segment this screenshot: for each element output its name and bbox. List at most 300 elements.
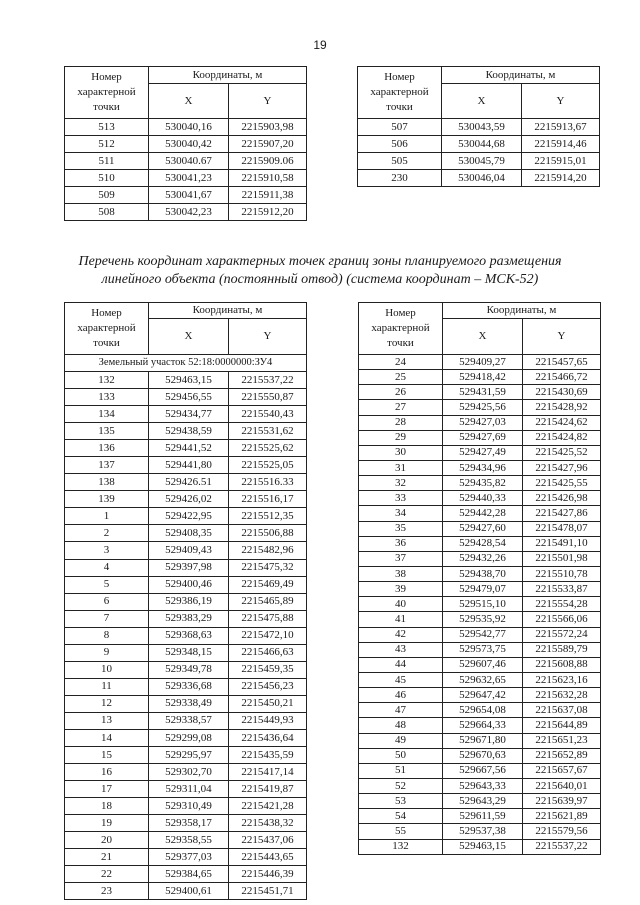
x-coordinate-cell: 529427,60	[443, 521, 523, 536]
x-coordinate-cell: 529397,98	[149, 559, 229, 576]
x-coordinate-cell: 529427,03	[443, 415, 523, 430]
y-coordinate-cell: 2215525,05	[229, 457, 307, 474]
table-row	[65, 661, 307, 678]
table-row	[65, 644, 307, 661]
table-row	[65, 678, 307, 695]
point-number-cell: 42	[359, 627, 443, 642]
y-coordinate-cell: 2215651,23	[523, 733, 601, 748]
header-point-number: Номер характерной точки	[358, 67, 442, 119]
title-line-1: Перечень координат характерных точек границ зоны планируемого размещения	[78, 254, 562, 269]
header-coordinates: Координаты, м	[442, 67, 600, 84]
x-coordinate-cell: 530040,42	[149, 136, 229, 153]
table-row	[359, 688, 601, 703]
x-coordinate-cell: 529535,92	[443, 612, 523, 627]
table-row	[359, 370, 601, 385]
point-number-cell: 10	[65, 661, 149, 678]
x-coordinate-cell: 529611,59	[443, 809, 523, 824]
y-coordinate-cell: 2215550,87	[229, 389, 307, 406]
point-number-cell: 49	[359, 733, 443, 748]
y-coordinate-cell: 2215915,01	[522, 153, 600, 170]
y-coordinate-cell: 2215443,65	[229, 849, 307, 866]
x-coordinate-cell: 529418,42	[443, 370, 523, 385]
x-coordinate-cell: 530046,04	[442, 170, 522, 187]
table-row	[359, 445, 601, 460]
y-coordinate-cell: 2215469,49	[229, 576, 307, 593]
y-coordinate-cell: 2215450,21	[229, 695, 307, 712]
x-coordinate-cell: 529400,46	[149, 576, 229, 593]
table-row	[359, 642, 601, 657]
point-number-cell: 23	[65, 883, 149, 900]
y-coordinate-cell: 2215435,59	[229, 747, 307, 764]
point-number-cell: 50	[359, 748, 443, 763]
table-row	[65, 153, 307, 170]
point-number-cell: 36	[359, 536, 443, 551]
table-row	[359, 355, 601, 370]
point-number-cell: 37	[359, 551, 443, 566]
y-coordinate-cell: 2215491,10	[523, 536, 601, 551]
table-row	[359, 536, 601, 551]
point-number-cell: 46	[359, 688, 443, 703]
table-row	[65, 559, 307, 576]
x-coordinate-cell: 529441,80	[149, 457, 229, 474]
x-coordinate-cell: 529425,56	[443, 400, 523, 415]
x-coordinate-cell: 529422,95	[149, 508, 229, 525]
point-number-cell: 508	[65, 204, 149, 221]
x-coordinate-cell: 529438,70	[443, 566, 523, 581]
point-number-cell: 28	[359, 415, 443, 430]
x-coordinate-cell: 529302,70	[149, 764, 229, 781]
point-number-cell: 24	[359, 355, 443, 370]
table-row	[358, 136, 600, 153]
table-row	[359, 794, 601, 809]
table-row	[65, 866, 307, 883]
header-x: X	[443, 319, 523, 355]
table-row	[65, 372, 307, 389]
point-number-cell: 3	[65, 542, 149, 559]
header-x: X	[442, 84, 522, 119]
point-number-cell: 35	[359, 521, 443, 536]
y-coordinate-cell: 2215566,06	[523, 612, 601, 627]
x-coordinate-cell: 529377,03	[149, 849, 229, 866]
header-y: Y	[523, 319, 601, 355]
y-coordinate-cell: 2215652,89	[523, 748, 601, 763]
point-number-cell: 16	[65, 764, 149, 781]
y-coordinate-cell: 2215533,87	[523, 582, 601, 597]
table-row	[65, 849, 307, 866]
table-row	[359, 582, 601, 597]
point-number-cell: 20	[65, 832, 149, 849]
point-number-cell: 21	[65, 849, 149, 866]
table-row	[358, 119, 600, 136]
x-coordinate-cell: 529349,78	[149, 661, 229, 678]
point-number-cell: 7	[65, 610, 149, 627]
point-number-cell: 1	[65, 508, 149, 525]
x-coordinate-cell: 529432,26	[443, 551, 523, 566]
y-coordinate-cell: 2215430,69	[523, 385, 601, 400]
table-row	[358, 170, 600, 187]
x-coordinate-cell: 529664,33	[443, 718, 523, 733]
y-coordinate-cell: 2215540,43	[229, 406, 307, 423]
point-number-cell: 47	[359, 703, 443, 718]
x-coordinate-cell: 530042,23	[149, 204, 229, 221]
point-number-cell: 513	[65, 119, 149, 136]
table-row	[65, 508, 307, 525]
table-row	[65, 695, 307, 712]
x-coordinate-cell: 529383,29	[149, 610, 229, 627]
x-coordinate-cell: 529438,59	[149, 423, 229, 440]
y-coordinate-cell: 2215907,20	[229, 136, 307, 153]
table-row	[65, 136, 307, 153]
point-number-cell: 5	[65, 576, 149, 593]
y-coordinate-cell: 2215456,23	[229, 678, 307, 695]
x-coordinate-cell: 529573,75	[443, 642, 523, 657]
y-coordinate-cell: 2215501,98	[523, 551, 601, 566]
point-number-cell: 134	[65, 406, 149, 423]
y-coordinate-cell: 2215417,14	[229, 764, 307, 781]
point-number-cell: 39	[359, 582, 443, 597]
x-coordinate-cell: 530041,67	[149, 187, 229, 204]
x-coordinate-cell: 529441,52	[149, 440, 229, 457]
y-coordinate-cell: 2215914,20	[522, 170, 600, 187]
point-number-cell: 9	[65, 644, 149, 661]
y-coordinate-cell: 2215639,97	[523, 794, 601, 809]
y-coordinate-cell: 2215914,46	[522, 136, 600, 153]
point-number-cell: 14	[65, 729, 149, 746]
x-coordinate-cell: 530045,79	[442, 153, 522, 170]
y-coordinate-cell: 2215640,01	[523, 778, 601, 793]
point-number-cell: 509	[65, 187, 149, 204]
table-row	[359, 672, 601, 687]
x-coordinate-cell: 529456,55	[149, 389, 229, 406]
x-coordinate-cell: 529384,65	[149, 866, 229, 883]
table-row	[65, 491, 307, 508]
point-number-cell: 11	[65, 678, 149, 695]
table-row	[65, 764, 307, 781]
point-number-cell: 29	[359, 430, 443, 445]
x-coordinate-cell: 530040,16	[149, 119, 229, 136]
point-number-cell: 51	[359, 763, 443, 778]
table-row	[359, 733, 601, 748]
x-coordinate-cell: 529336,68	[149, 678, 229, 695]
header-y: Y	[522, 84, 600, 119]
y-coordinate-cell: 2215426,98	[523, 491, 601, 506]
point-number-cell: 8	[65, 627, 149, 644]
x-coordinate-cell: 529434,96	[443, 460, 523, 475]
point-number-cell: 53	[359, 794, 443, 809]
table-row	[65, 525, 307, 542]
point-number-cell: 55	[359, 824, 443, 839]
table-row	[65, 187, 307, 204]
x-coordinate-cell: 529338,49	[149, 695, 229, 712]
x-coordinate-cell: 529427,49	[443, 445, 523, 460]
y-coordinate-cell: 2215911,38	[229, 187, 307, 204]
y-coordinate-cell: 2215912,20	[229, 204, 307, 221]
table-row	[65, 781, 307, 798]
header-x: X	[149, 84, 229, 119]
table-row	[65, 423, 307, 440]
y-coordinate-cell: 2215438,32	[229, 815, 307, 832]
y-coordinate-cell: 2215608,88	[523, 657, 601, 672]
point-number-cell: 4	[65, 559, 149, 576]
point-number-cell: 26	[359, 385, 443, 400]
table-row	[65, 457, 307, 474]
coordinates-table-top-right	[357, 66, 600, 187]
y-coordinate-cell: 2215637,08	[523, 703, 601, 718]
point-number-cell: 136	[65, 440, 149, 457]
y-coordinate-cell: 2215516,17	[229, 491, 307, 508]
table-row	[359, 763, 601, 778]
x-coordinate-cell: 529400,61	[149, 883, 229, 900]
table-row	[65, 712, 307, 729]
point-number-cell: 506	[358, 136, 442, 153]
point-number-cell: 22	[65, 866, 149, 883]
table-row	[65, 627, 307, 644]
table-row	[358, 153, 600, 170]
y-coordinate-cell: 2215424,62	[523, 415, 601, 430]
x-coordinate-cell: 529654,08	[443, 703, 523, 718]
table-row	[359, 824, 601, 839]
y-coordinate-cell: 2215913,67	[522, 119, 600, 136]
y-coordinate-cell: 2215537,22	[523, 839, 601, 854]
y-coordinate-cell: 2215436,64	[229, 729, 307, 746]
y-coordinate-cell: 2215478,07	[523, 521, 601, 536]
table-row	[65, 815, 307, 832]
point-number-cell: 6	[65, 593, 149, 610]
table-row	[65, 204, 307, 221]
y-coordinate-cell: 2215554,28	[523, 597, 601, 612]
header-y: Y	[229, 84, 307, 119]
header-y: Y	[229, 319, 307, 355]
point-number-cell: 43	[359, 642, 443, 657]
point-number-cell: 510	[65, 170, 149, 187]
x-coordinate-cell: 529463,15	[149, 372, 229, 389]
point-number-cell: 505	[358, 153, 442, 170]
x-coordinate-cell: 529671,80	[443, 733, 523, 748]
y-coordinate-cell: 2215909.06	[229, 153, 307, 170]
land-plot-row: Земельный участок 52:18:0000000:ЗУ4	[65, 355, 307, 372]
x-coordinate-cell: 529607,46	[443, 657, 523, 672]
y-coordinate-cell: 2215623,16	[523, 672, 601, 687]
y-coordinate-cell: 2215621,89	[523, 809, 601, 824]
table-row	[359, 597, 601, 612]
table-row	[65, 119, 307, 136]
y-coordinate-cell: 2215425,52	[523, 445, 601, 460]
y-coordinate-cell: 2215466,72	[523, 370, 601, 385]
x-coordinate-cell: 529670,63	[443, 748, 523, 763]
header-coordinates: Координаты, м	[149, 303, 307, 319]
y-coordinate-cell: 2215632,28	[523, 688, 601, 703]
x-coordinate-cell: 529310,49	[149, 798, 229, 815]
point-number-cell: 139	[65, 491, 149, 508]
table-row	[359, 566, 601, 581]
x-coordinate-cell: 529431,59	[443, 385, 523, 400]
table-row	[65, 747, 307, 764]
point-number-cell: 132	[65, 372, 149, 389]
table-row	[359, 612, 601, 627]
coordinates-table-top-left	[64, 66, 307, 221]
x-coordinate-cell: 529647,42	[443, 688, 523, 703]
x-coordinate-cell: 529338,57	[149, 712, 229, 729]
point-number-cell: 17	[65, 781, 149, 798]
y-coordinate-cell: 2215437,06	[229, 832, 307, 849]
table-row	[359, 703, 601, 718]
table-row	[359, 748, 601, 763]
x-coordinate-cell: 529463,15	[443, 839, 523, 854]
y-coordinate-cell: 2215482,96	[229, 542, 307, 559]
table-row	[65, 389, 307, 406]
point-number-cell: 34	[359, 506, 443, 521]
coordinates-table-bottom-right	[358, 302, 601, 855]
x-coordinate-cell: 529311,04	[149, 781, 229, 798]
y-coordinate-cell: 2215910,58	[229, 170, 307, 187]
y-coordinate-cell: 2215421,28	[229, 798, 307, 815]
point-number-cell: 15	[65, 747, 149, 764]
y-coordinate-cell: 2215446,39	[229, 866, 307, 883]
point-number-cell: 54	[359, 809, 443, 824]
table-row	[359, 521, 601, 536]
point-number-cell: 30	[359, 445, 443, 460]
x-coordinate-cell: 530041,23	[149, 170, 229, 187]
y-coordinate-cell: 2215449,93	[229, 712, 307, 729]
point-number-cell: 31	[359, 460, 443, 475]
y-coordinate-cell: 2215657,67	[523, 763, 601, 778]
y-coordinate-cell: 2215459,35	[229, 661, 307, 678]
point-number-cell: 25	[359, 370, 443, 385]
table-row	[359, 778, 601, 793]
x-coordinate-cell: 530044,68	[442, 136, 522, 153]
x-coordinate-cell: 529537,38	[443, 824, 523, 839]
x-coordinate-cell: 529299,08	[149, 729, 229, 746]
x-coordinate-cell: 529358,17	[149, 815, 229, 832]
y-coordinate-cell: 2215472,10	[229, 627, 307, 644]
y-coordinate-cell: 2215510,78	[523, 566, 601, 581]
x-coordinate-cell: 529428,54	[443, 536, 523, 551]
x-coordinate-cell: 529408,35	[149, 525, 229, 542]
y-coordinate-cell: 2215525,62	[229, 440, 307, 457]
point-number-cell: 511	[65, 153, 149, 170]
y-coordinate-cell: 2215475,88	[229, 610, 307, 627]
table-row	[359, 809, 601, 824]
x-coordinate-cell: 529667,56	[443, 763, 523, 778]
y-coordinate-cell: 2215516.33	[229, 474, 307, 491]
point-number-cell: 18	[65, 798, 149, 815]
y-coordinate-cell: 2215903,98	[229, 119, 307, 136]
table-row	[65, 406, 307, 423]
point-number-cell: 33	[359, 491, 443, 506]
y-coordinate-cell: 2215465,89	[229, 593, 307, 610]
y-coordinate-cell: 2215572,24	[523, 627, 601, 642]
table-row	[65, 798, 307, 815]
x-coordinate-cell: 530043,59	[442, 119, 522, 136]
table-row	[65, 576, 307, 593]
table-row	[359, 839, 601, 854]
point-number-cell: 2	[65, 525, 149, 542]
point-number-cell: 138	[65, 474, 149, 491]
x-coordinate-cell: 530040.67	[149, 153, 229, 170]
x-coordinate-cell: 529348,15	[149, 644, 229, 661]
y-coordinate-cell: 2215428,92	[523, 400, 601, 415]
page-number: 19	[313, 38, 327, 52]
table-row	[359, 551, 601, 566]
x-coordinate-cell: 529427,69	[443, 430, 523, 445]
y-coordinate-cell: 2215644,89	[523, 718, 601, 733]
x-coordinate-cell: 529440,33	[443, 491, 523, 506]
y-coordinate-cell: 2215419,87	[229, 781, 307, 798]
x-coordinate-cell: 529426,02	[149, 491, 229, 508]
table-row	[359, 415, 601, 430]
x-coordinate-cell: 529643,33	[443, 778, 523, 793]
table-row	[65, 474, 307, 491]
y-coordinate-cell: 2215427,96	[523, 460, 601, 475]
x-coordinate-cell: 529434,77	[149, 406, 229, 423]
table-row	[65, 170, 307, 187]
coordinates-list-title	[30, 253, 610, 289]
table-row	[359, 657, 601, 672]
x-coordinate-cell: 529409,43	[149, 542, 229, 559]
x-coordinate-cell: 529442,28	[443, 506, 523, 521]
x-coordinate-cell: 529632,65	[443, 672, 523, 687]
point-number-cell: 38	[359, 566, 443, 581]
x-coordinate-cell: 529643,29	[443, 794, 523, 809]
table-row	[65, 832, 307, 849]
y-coordinate-cell: 2215425,55	[523, 476, 601, 491]
x-coordinate-cell: 529479,07	[443, 582, 523, 597]
x-coordinate-cell: 529358,55	[149, 832, 229, 849]
table-row	[65, 440, 307, 457]
point-number-cell: 44	[359, 657, 443, 672]
y-coordinate-cell: 2215457,65	[523, 355, 601, 370]
header-coordinates: Координаты, м	[149, 67, 307, 84]
x-coordinate-cell: 529295,97	[149, 747, 229, 764]
y-coordinate-cell: 2215506,88	[229, 525, 307, 542]
y-coordinate-cell: 2215537,22	[229, 372, 307, 389]
y-coordinate-cell: 2215451,71	[229, 883, 307, 900]
x-coordinate-cell: 529386,19	[149, 593, 229, 610]
x-coordinate-cell: 529409,27	[443, 355, 523, 370]
point-number-cell: 45	[359, 672, 443, 687]
point-number-cell: 52	[359, 778, 443, 793]
y-coordinate-cell: 2215424,82	[523, 430, 601, 445]
y-coordinate-cell: 2215427,86	[523, 506, 601, 521]
table-row	[359, 460, 601, 475]
x-coordinate-cell: 529542,77	[443, 627, 523, 642]
y-coordinate-cell: 2215475,32	[229, 559, 307, 576]
x-coordinate-cell: 529426.51	[149, 474, 229, 491]
point-number-cell: 40	[359, 597, 443, 612]
header-x: X	[149, 319, 229, 355]
header-point-number: Номер характерной точки	[65, 303, 149, 355]
table-row	[65, 729, 307, 746]
point-number-cell: 19	[65, 815, 149, 832]
point-number-cell: 32	[359, 476, 443, 491]
point-number-cell: 132	[359, 839, 443, 854]
header-point-number: Номер характерной точки	[65, 67, 149, 119]
table-row	[359, 385, 601, 400]
table-row	[359, 506, 601, 521]
x-coordinate-cell: 529435,82	[443, 476, 523, 491]
x-coordinate-cell: 529515,10	[443, 597, 523, 612]
table-row	[65, 542, 307, 559]
table-row	[65, 610, 307, 627]
table-row	[359, 491, 601, 506]
header-coordinates: Координаты, м	[443, 303, 601, 319]
title-line-2: линейного объекта (постоянный отвод) (система координат – МСК-52)	[101, 272, 539, 287]
table-row	[359, 400, 601, 415]
point-number-cell: 512	[65, 136, 149, 153]
table-row	[359, 476, 601, 491]
x-coordinate-cell: 529368,63	[149, 627, 229, 644]
point-number-cell: 27	[359, 400, 443, 415]
